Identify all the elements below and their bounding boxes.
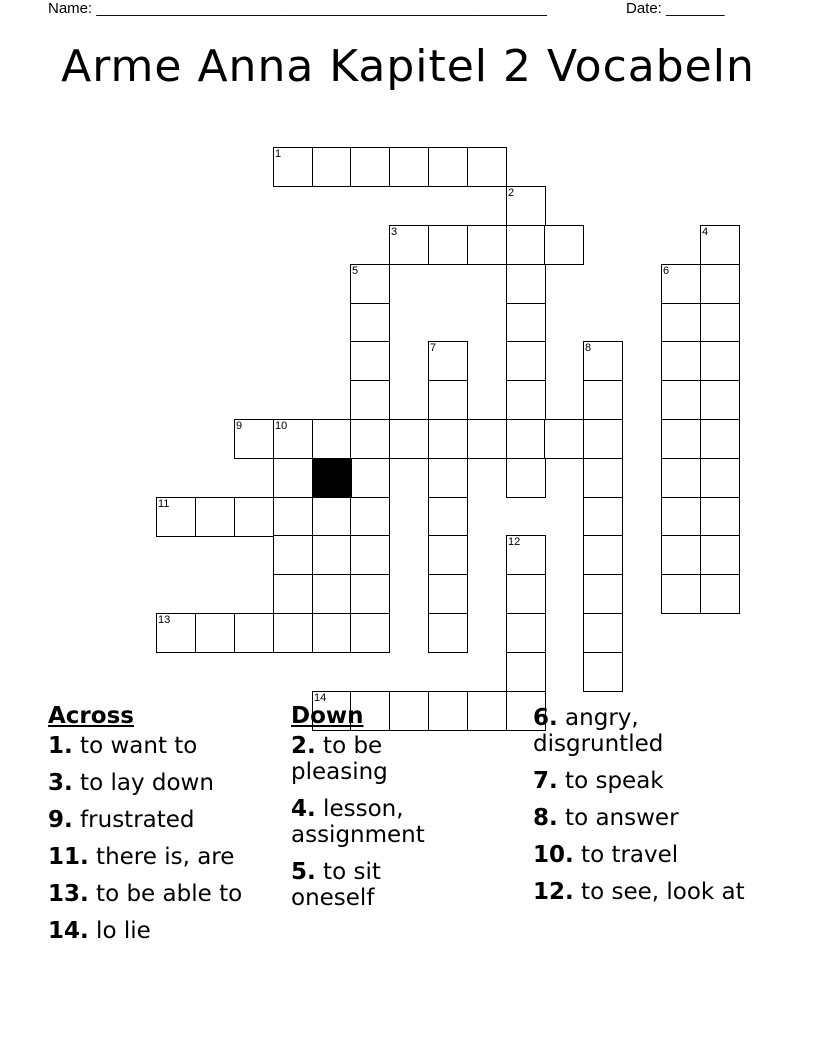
clue-item-number: 4. — [291, 796, 316, 822]
across-heading: Across — [48, 703, 134, 729]
grid-cell[interactable] — [506, 574, 546, 614]
clue-item-text: to be able to — [88, 881, 243, 907]
clue-item — [291, 796, 461, 848]
grid-cell[interactable] — [234, 497, 274, 537]
grid-cell[interactable] — [312, 574, 352, 614]
grid-cell[interactable] — [661, 380, 701, 420]
clue-number: 11 — [158, 498, 170, 510]
grid-cell[interactable] — [661, 458, 701, 498]
grid-cell-6[interactable] — [661, 264, 701, 304]
grid-cell[interactable] — [273, 535, 313, 575]
grid-cell[interactable] — [544, 225, 584, 265]
grid-cell-7[interactable] — [428, 341, 468, 381]
down-heading: Down — [291, 703, 364, 729]
clue-number: 8 — [585, 342, 592, 354]
grid-cell[interactable] — [350, 458, 390, 498]
grid-cell[interactable] — [661, 303, 701, 343]
grid-cell[interactable] — [273, 497, 313, 537]
clue-item-text: to be pleasing — [291, 733, 388, 785]
clue-item-number: 9. — [48, 807, 73, 833]
clue-item — [291, 859, 461, 911]
clue-item-number: 7. — [533, 768, 558, 794]
grid-cell[interactable] — [700, 458, 740, 498]
grid-cell[interactable] — [661, 341, 701, 381]
grid-cell[interactable] — [583, 380, 623, 420]
grid-cell[interactable] — [428, 574, 468, 614]
grid-cell[interactable] — [312, 147, 352, 187]
clue-number: 9 — [236, 420, 243, 432]
clue-item-number: 6. — [533, 705, 558, 731]
clue-item-text: to answer — [557, 805, 679, 831]
clue-number: 12 — [508, 536, 521, 548]
grid-cell[interactable] — [195, 497, 235, 537]
grid-cell[interactable] — [467, 419, 507, 459]
grid-cell[interactable] — [544, 419, 584, 459]
grid-cell[interactable] — [273, 574, 313, 614]
clue-item-text: frustrated — [72, 807, 195, 833]
grid-cell[interactable] — [506, 341, 546, 381]
grid-cell-10[interactable] — [273, 419, 313, 459]
clue-item-text: to lay down — [72, 770, 214, 796]
grid-cell[interactable] — [700, 497, 740, 537]
clue-item-number: 12. — [533, 879, 574, 905]
grid-cell[interactable] — [661, 574, 701, 614]
grid-cell[interactable] — [700, 303, 740, 343]
clues-across — [48, 703, 278, 955]
grid-cell[interactable] — [700, 341, 740, 381]
grid-cell-4[interactable] — [700, 225, 740, 265]
clue-item-number: 11. — [48, 844, 89, 870]
puzzle-title: Arme Anna Kapitel 2 Vocabeln — [61, 41, 755, 92]
grid-cell[interactable] — [700, 419, 740, 459]
clue-item-number: 1. — [48, 733, 73, 759]
grid-cell[interactable] — [661, 535, 701, 575]
clue-number: 6 — [663, 265, 670, 277]
grid-cell[interactable] — [273, 458, 313, 498]
grid-cell-3[interactable] — [389, 225, 429, 265]
clue-item-text: lesson, assignment — [291, 796, 425, 848]
clue-number: 13 — [158, 614, 171, 626]
grid-cell[interactable] — [583, 419, 623, 459]
clue-item-text: to sit oneself — [291, 859, 381, 911]
clue-number: 1 — [275, 148, 282, 160]
grid-cell[interactable] — [428, 147, 468, 187]
grid-cell[interactable] — [661, 419, 701, 459]
grid-cell[interactable] — [583, 497, 623, 537]
clue-item-text: lo lie — [88, 918, 151, 944]
clue-number: 10 — [275, 420, 288, 432]
clue-item — [48, 733, 278, 759]
clue-number: 5 — [352, 265, 359, 277]
grid-cell[interactable] — [312, 419, 352, 459]
grid-cell[interactable] — [350, 419, 390, 459]
grid-cell[interactable] — [428, 225, 468, 265]
clue-item — [533, 842, 748, 868]
grid-cell[interactable] — [428, 535, 468, 575]
grid-cell-13[interactable] — [156, 613, 196, 653]
grid-cell[interactable] — [661, 497, 701, 537]
date-field: Date: _______ — [626, 0, 725, 17]
clue-item — [48, 807, 278, 833]
clue-item — [48, 918, 278, 944]
grid-cell[interactable] — [273, 613, 313, 653]
grid-cell[interactable] — [428, 613, 468, 653]
clue-item-number: 10. — [533, 842, 574, 868]
grid-cell[interactable] — [506, 225, 546, 265]
clue-item — [48, 881, 278, 907]
grid-cell[interactable] — [312, 535, 352, 575]
clue-number: 7 — [430, 342, 437, 354]
grid-cell[interactable] — [389, 419, 429, 459]
clue-item-text: to speak — [557, 768, 664, 794]
clue-number: 4 — [702, 226, 709, 238]
grid-cell[interactable] — [506, 613, 546, 653]
clue-item-text: to want to — [72, 733, 198, 759]
grid-cell-2[interactable] — [506, 186, 546, 226]
grid-cell[interactable] — [234, 613, 274, 653]
clue-item-number: 5. — [291, 859, 316, 885]
grid-cell[interactable] — [700, 264, 740, 304]
grid-cell[interactable] — [428, 497, 468, 537]
grid-cell[interactable] — [700, 574, 740, 614]
grid-cell[interactable] — [350, 303, 390, 343]
clue-number: 14 — [314, 692, 327, 704]
clue-item-number: 13. — [48, 881, 89, 907]
grid-cell[interactable] — [583, 574, 623, 614]
grid-cell[interactable] — [583, 652, 623, 692]
clue-item-number: 3. — [48, 770, 73, 796]
grid-cell[interactable] — [583, 535, 623, 575]
grid-cell-1[interactable] — [273, 147, 313, 187]
grid-cell[interactable] — [350, 535, 390, 575]
grid-cell[interactable] — [583, 613, 623, 653]
grid-cell[interactable] — [195, 613, 235, 653]
grid-cell[interactable] — [428, 419, 468, 459]
grid-cell[interactable] — [312, 497, 352, 537]
grid-cell[interactable] — [700, 380, 740, 420]
grid-cell[interactable] — [467, 691, 507, 731]
clue-item — [533, 768, 748, 794]
clues-down-continued — [533, 705, 748, 916]
grid-cell[interactable] — [350, 147, 390, 187]
grid-cell-12[interactable] — [506, 535, 546, 575]
clue-item-number: 8. — [533, 805, 558, 831]
clue-number: 2 — [508, 187, 515, 199]
grid-cell[interactable] — [350, 613, 390, 653]
clue-item — [291, 733, 461, 785]
grid-cell[interactable] — [506, 652, 546, 692]
clue-item — [48, 844, 278, 870]
grid-cell[interactable] — [506, 303, 546, 343]
grid-cell[interactable] — [312, 613, 352, 653]
clue-item — [533, 805, 748, 831]
clues-down — [291, 703, 461, 922]
grid-cell[interactable] — [350, 574, 390, 614]
clue-item — [48, 770, 278, 796]
clue-number: 3 — [391, 226, 398, 238]
grid-cell-5[interactable] — [350, 264, 390, 304]
clue-item-number: 14. — [48, 918, 89, 944]
grid-cell[interactable] — [350, 380, 390, 420]
grid-cell[interactable] — [467, 147, 507, 187]
name-field: Name: ______________________________________________________ — [48, 0, 547, 17]
clue-item-text: angry, disgruntled — [533, 705, 664, 757]
grid-cell[interactable] — [583, 458, 623, 498]
clue-item-text: there is, are — [88, 844, 235, 870]
grid-cell-9[interactable] — [234, 419, 274, 459]
clue-item — [533, 879, 748, 905]
grid-cell-8[interactable] — [583, 341, 623, 381]
grid-cell[interactable] — [506, 458, 546, 498]
grid-cell[interactable] — [506, 380, 546, 420]
grid-cell[interactable] — [428, 458, 468, 498]
grid-cell[interactable] — [467, 225, 507, 265]
clue-item-number: 2. — [291, 733, 316, 759]
clue-item-text: to see, look at — [573, 879, 745, 905]
grid-cell[interactable] — [350, 497, 390, 537]
blocked-cell — [312, 458, 352, 498]
grid-cell[interactable] — [700, 535, 740, 575]
grid-cell-11[interactable] — [156, 497, 196, 537]
clue-item-text: to travel — [573, 842, 679, 868]
grid-cell[interactable] — [428, 380, 468, 420]
grid-cell[interactable] — [350, 341, 390, 381]
grid-cell[interactable] — [506, 264, 546, 304]
clue-item — [533, 705, 748, 757]
grid-cell[interactable] — [506, 419, 546, 459]
grid-cell[interactable] — [389, 147, 429, 187]
